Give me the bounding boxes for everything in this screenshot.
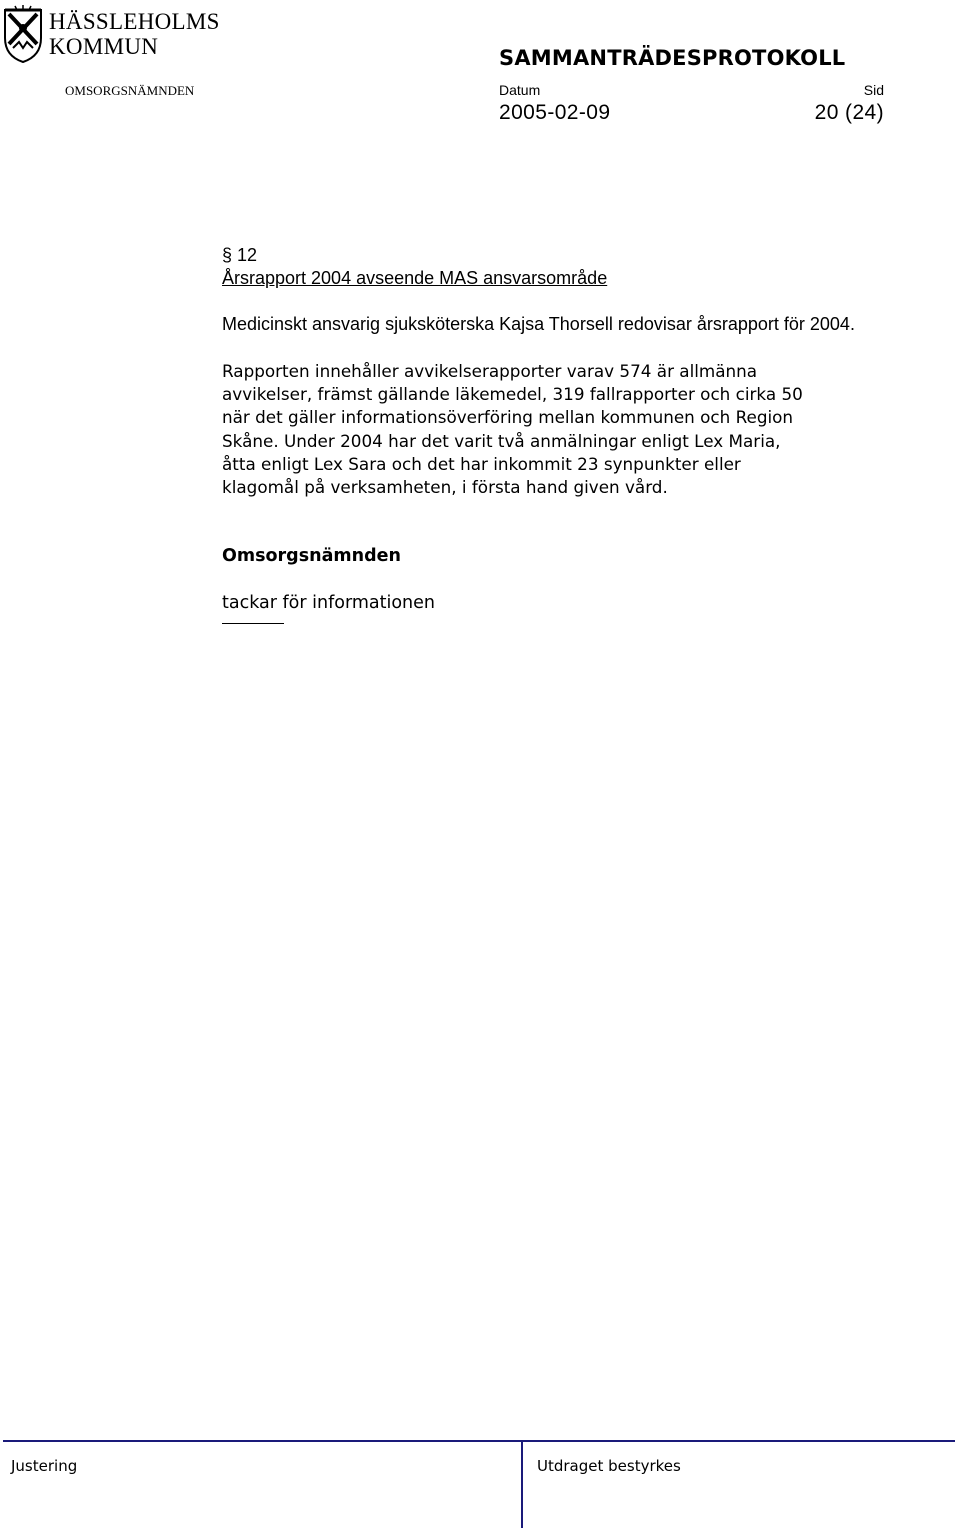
certified-extract-label: Utdraget bestyrkes [537,1457,681,1475]
municipality-name-line1: HÄSSLEHOLMS [49,9,220,34]
report-line: när det gäller informationsöverföring mellan kommunen och Region [222,407,794,428]
footer-rule [3,1440,955,1442]
coat-of-arms-logo [3,4,43,64]
committee-name: OMSORGSNÄMNDEN [65,83,195,98]
deciding-body: Omsorgsnämnden [222,546,401,567]
date-label: Datum [499,82,541,98]
report-line: Skåne. Under 2004 har det varit två anmälningar enligt Lex Maria, [222,430,781,451]
page-number: 20 (24) [814,101,884,124]
footer-divider [521,1440,523,1528]
report-line: Rapporten innehåller avvikelserapporter varav 574 är allmänna [222,361,758,381]
municipality-name [49,9,220,59]
municipality-name-line2: KOMMUN [49,34,159,59]
document-type-title: SAMMANTRÄDESPROTOKOLL [499,46,846,70]
report-line: klagomål på verksamheten, i första hand given vård. [222,477,668,498]
section-end-line [222,623,284,624]
section-heading: Årsrapport 2004 avseende MAS ansvarsområde [222,268,608,288]
report-line: åtta enligt Lex Sara och det har inkommit 23 synpunkter eller [222,453,741,474]
adjustment-label: Justering [11,1457,78,1475]
report-paragraph [222,360,902,499]
intro-paragraph: Medicinskt ansvarig sjuksköterska Kajsa Thorsell redovisar årsrapport för 2004. [222,314,855,334]
paragraph-number: § 12 [222,245,258,265]
report-line: avvikelser, främst gällande läkemedel, 319 fallrapporter och cirka 50 [222,384,803,405]
protocol-section [222,244,902,624]
page-label: Sid [863,82,884,98]
decision-text: tackar för informationen [222,593,435,614]
meeting-date: 2005-02-09 [499,101,611,124]
